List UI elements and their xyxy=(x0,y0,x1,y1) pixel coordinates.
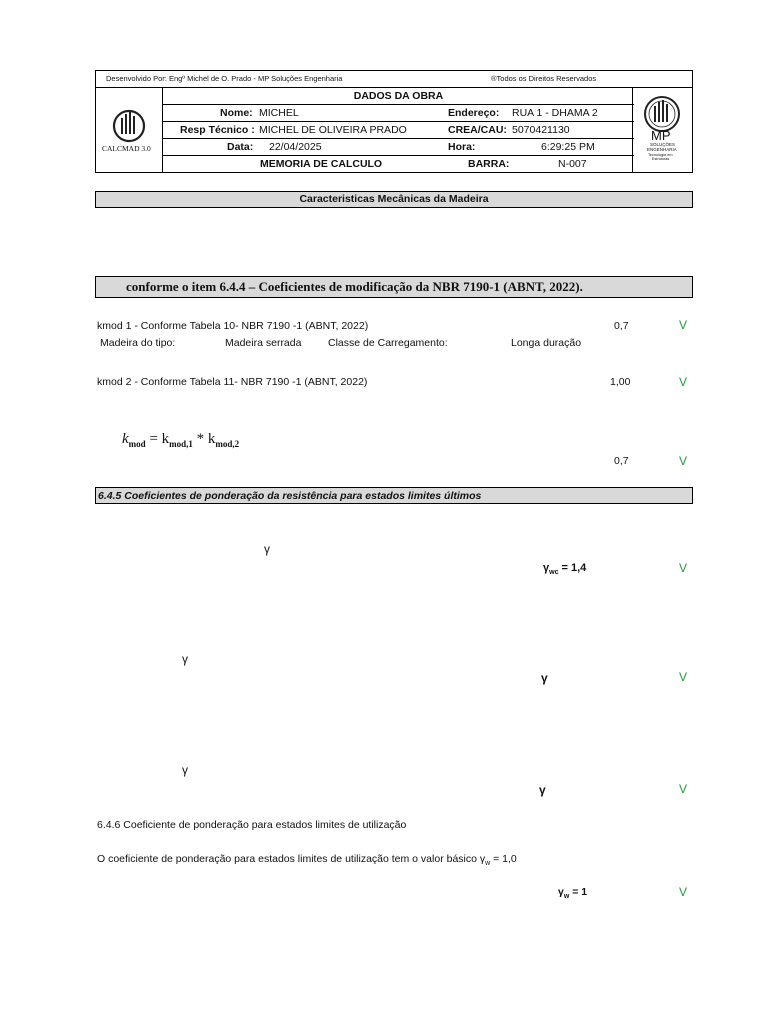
resp-label: Resp Técnico : xyxy=(180,124,255,136)
developer-credit: Desenvolvido Por: Engº Michel de O. Prado - MP Soluções Engenharia xyxy=(106,74,343,83)
kmod2-label: kmod 2 - Conforme Tabela 11- NBR 7190 -1 (ABNT, 2022) xyxy=(97,376,368,388)
section-utilizacao-title: 6.4.6 Coeficiente de ponderação para estados limites de utilização xyxy=(97,819,407,831)
barra-label: BARRA: xyxy=(468,158,510,170)
section-gamma-title: 6.4.5 Coeficientes de ponderação da resistência para estados limites últimos xyxy=(98,490,482,502)
nome-value: MICHEL xyxy=(259,107,299,119)
calcmad-logo xyxy=(96,88,163,173)
section-utilizacao-text xyxy=(97,853,517,867)
mp-logo-letters: MP xyxy=(651,128,671,143)
utilizacao-text-post: = 1,0 xyxy=(490,853,517,865)
mp-logo-sub1: SOLUÇÕES xyxy=(650,142,676,147)
kmod1-value: 0,7 xyxy=(614,320,629,332)
endereco-value: RUA 1 - DHAMA 2 xyxy=(512,107,598,119)
gamma2-result: γ xyxy=(541,671,548,685)
mp-logo-sub2: ENGENHARIA xyxy=(647,147,677,152)
document-header xyxy=(95,70,693,173)
endereco-label: Endereço: xyxy=(448,107,500,119)
formula-k: k xyxy=(122,431,129,447)
classe-value: Longa duração xyxy=(511,337,582,349)
gamma1-symbol: γ xyxy=(264,542,270,556)
crea-value: 5070421130 xyxy=(512,124,570,136)
data-value: 22/04/2025 xyxy=(269,141,322,153)
data-label: Data: xyxy=(227,141,254,153)
kmod-result-value: 0,7 xyxy=(614,455,629,467)
calcmad-logo-icon xyxy=(96,88,162,172)
memoria-label: MEMORIA DE CALCULO xyxy=(260,158,383,170)
mp-logo-sub4: Estruturas xyxy=(652,157,670,161)
calcmad-logo-text: CALCMAD 3.0 xyxy=(102,144,151,153)
header-row-data xyxy=(163,139,634,156)
gamma1-result-tail: = 1,4 xyxy=(558,562,587,574)
header-title: DADOS DA OBRA xyxy=(353,90,444,102)
kmod1-check: V xyxy=(679,318,688,332)
section-mechanical-title: Caracteristicas Mecânicas da Madeira xyxy=(299,193,489,205)
header-title-row xyxy=(163,88,634,105)
gamma3-check: V xyxy=(679,782,688,796)
section-kmod-title-band xyxy=(95,276,693,298)
gamma1-result xyxy=(543,562,586,576)
header-topbar xyxy=(96,71,692,88)
hora-label: Hora: xyxy=(448,141,476,153)
formula-s1: mod,1 xyxy=(169,439,193,449)
header-row-nome xyxy=(163,105,634,122)
nome-label: Nome: xyxy=(220,107,253,119)
formula-k-sub: mod xyxy=(128,439,146,449)
final-check: V xyxy=(679,885,688,899)
kmod2-value: 1,00 xyxy=(610,376,631,388)
section-mechanical-title-band xyxy=(95,191,693,208)
gamma1-result-sub: wc xyxy=(549,569,559,577)
kmod1-label: kmod 1 - Conforme Tabela 10- NBR 7190 -1 (ABNT, 2022) xyxy=(97,320,369,332)
final-sub: w xyxy=(563,893,570,901)
formula-times: * k xyxy=(192,431,216,447)
kmod-result-check: V xyxy=(679,454,688,468)
crea-label: CREA/CAU: xyxy=(448,124,507,136)
header-row-resp xyxy=(163,122,634,139)
final-tail: = 1 xyxy=(569,886,588,898)
final-main: γ xyxy=(558,886,564,898)
resp-value: MICHEL DE OLIVEIRA PRADO xyxy=(259,124,407,136)
gamma3-result: γ xyxy=(539,783,546,797)
hora-value: 6:29:25 PM xyxy=(541,141,595,153)
kmod-formula xyxy=(122,431,239,449)
classe-label: Classe de Carregamento: xyxy=(328,337,448,349)
gamma1-check: V xyxy=(679,561,688,575)
madeira-value: Madeira serrada xyxy=(225,337,302,349)
utilizacao-text-sub: w xyxy=(485,860,491,868)
gamma3-symbol: γ xyxy=(182,763,188,777)
mp-logo-sub3: Tecnologia em xyxy=(648,153,673,157)
header-row-memoria xyxy=(163,156,634,173)
formula-eq: = k xyxy=(145,431,170,447)
gamma2-symbol: γ xyxy=(182,652,188,666)
barra-value: N-007 xyxy=(558,158,587,170)
rights-notice: ®Todos os Direitos Reservados xyxy=(491,74,597,83)
formula-s2: mod,2 xyxy=(215,439,240,449)
gamma2-check: V xyxy=(679,670,688,684)
final-gamma-w xyxy=(558,886,587,900)
utilizacao-text-pre: O coeficiente de ponderação para estados limites de utilização tem o valor básico γ xyxy=(97,853,486,865)
kmod2-check: V xyxy=(679,375,688,389)
mp-logo xyxy=(632,88,692,173)
section-gamma-title-band xyxy=(95,487,693,504)
madeira-label: Madeira do tipo: xyxy=(100,337,176,349)
section-kmod-title: conforme o item 6.4.4 – Coeficientes de modificação da NBR 7190-1 (ABNT, 2022). xyxy=(126,279,583,294)
gamma1-result-main: γ xyxy=(543,562,550,574)
